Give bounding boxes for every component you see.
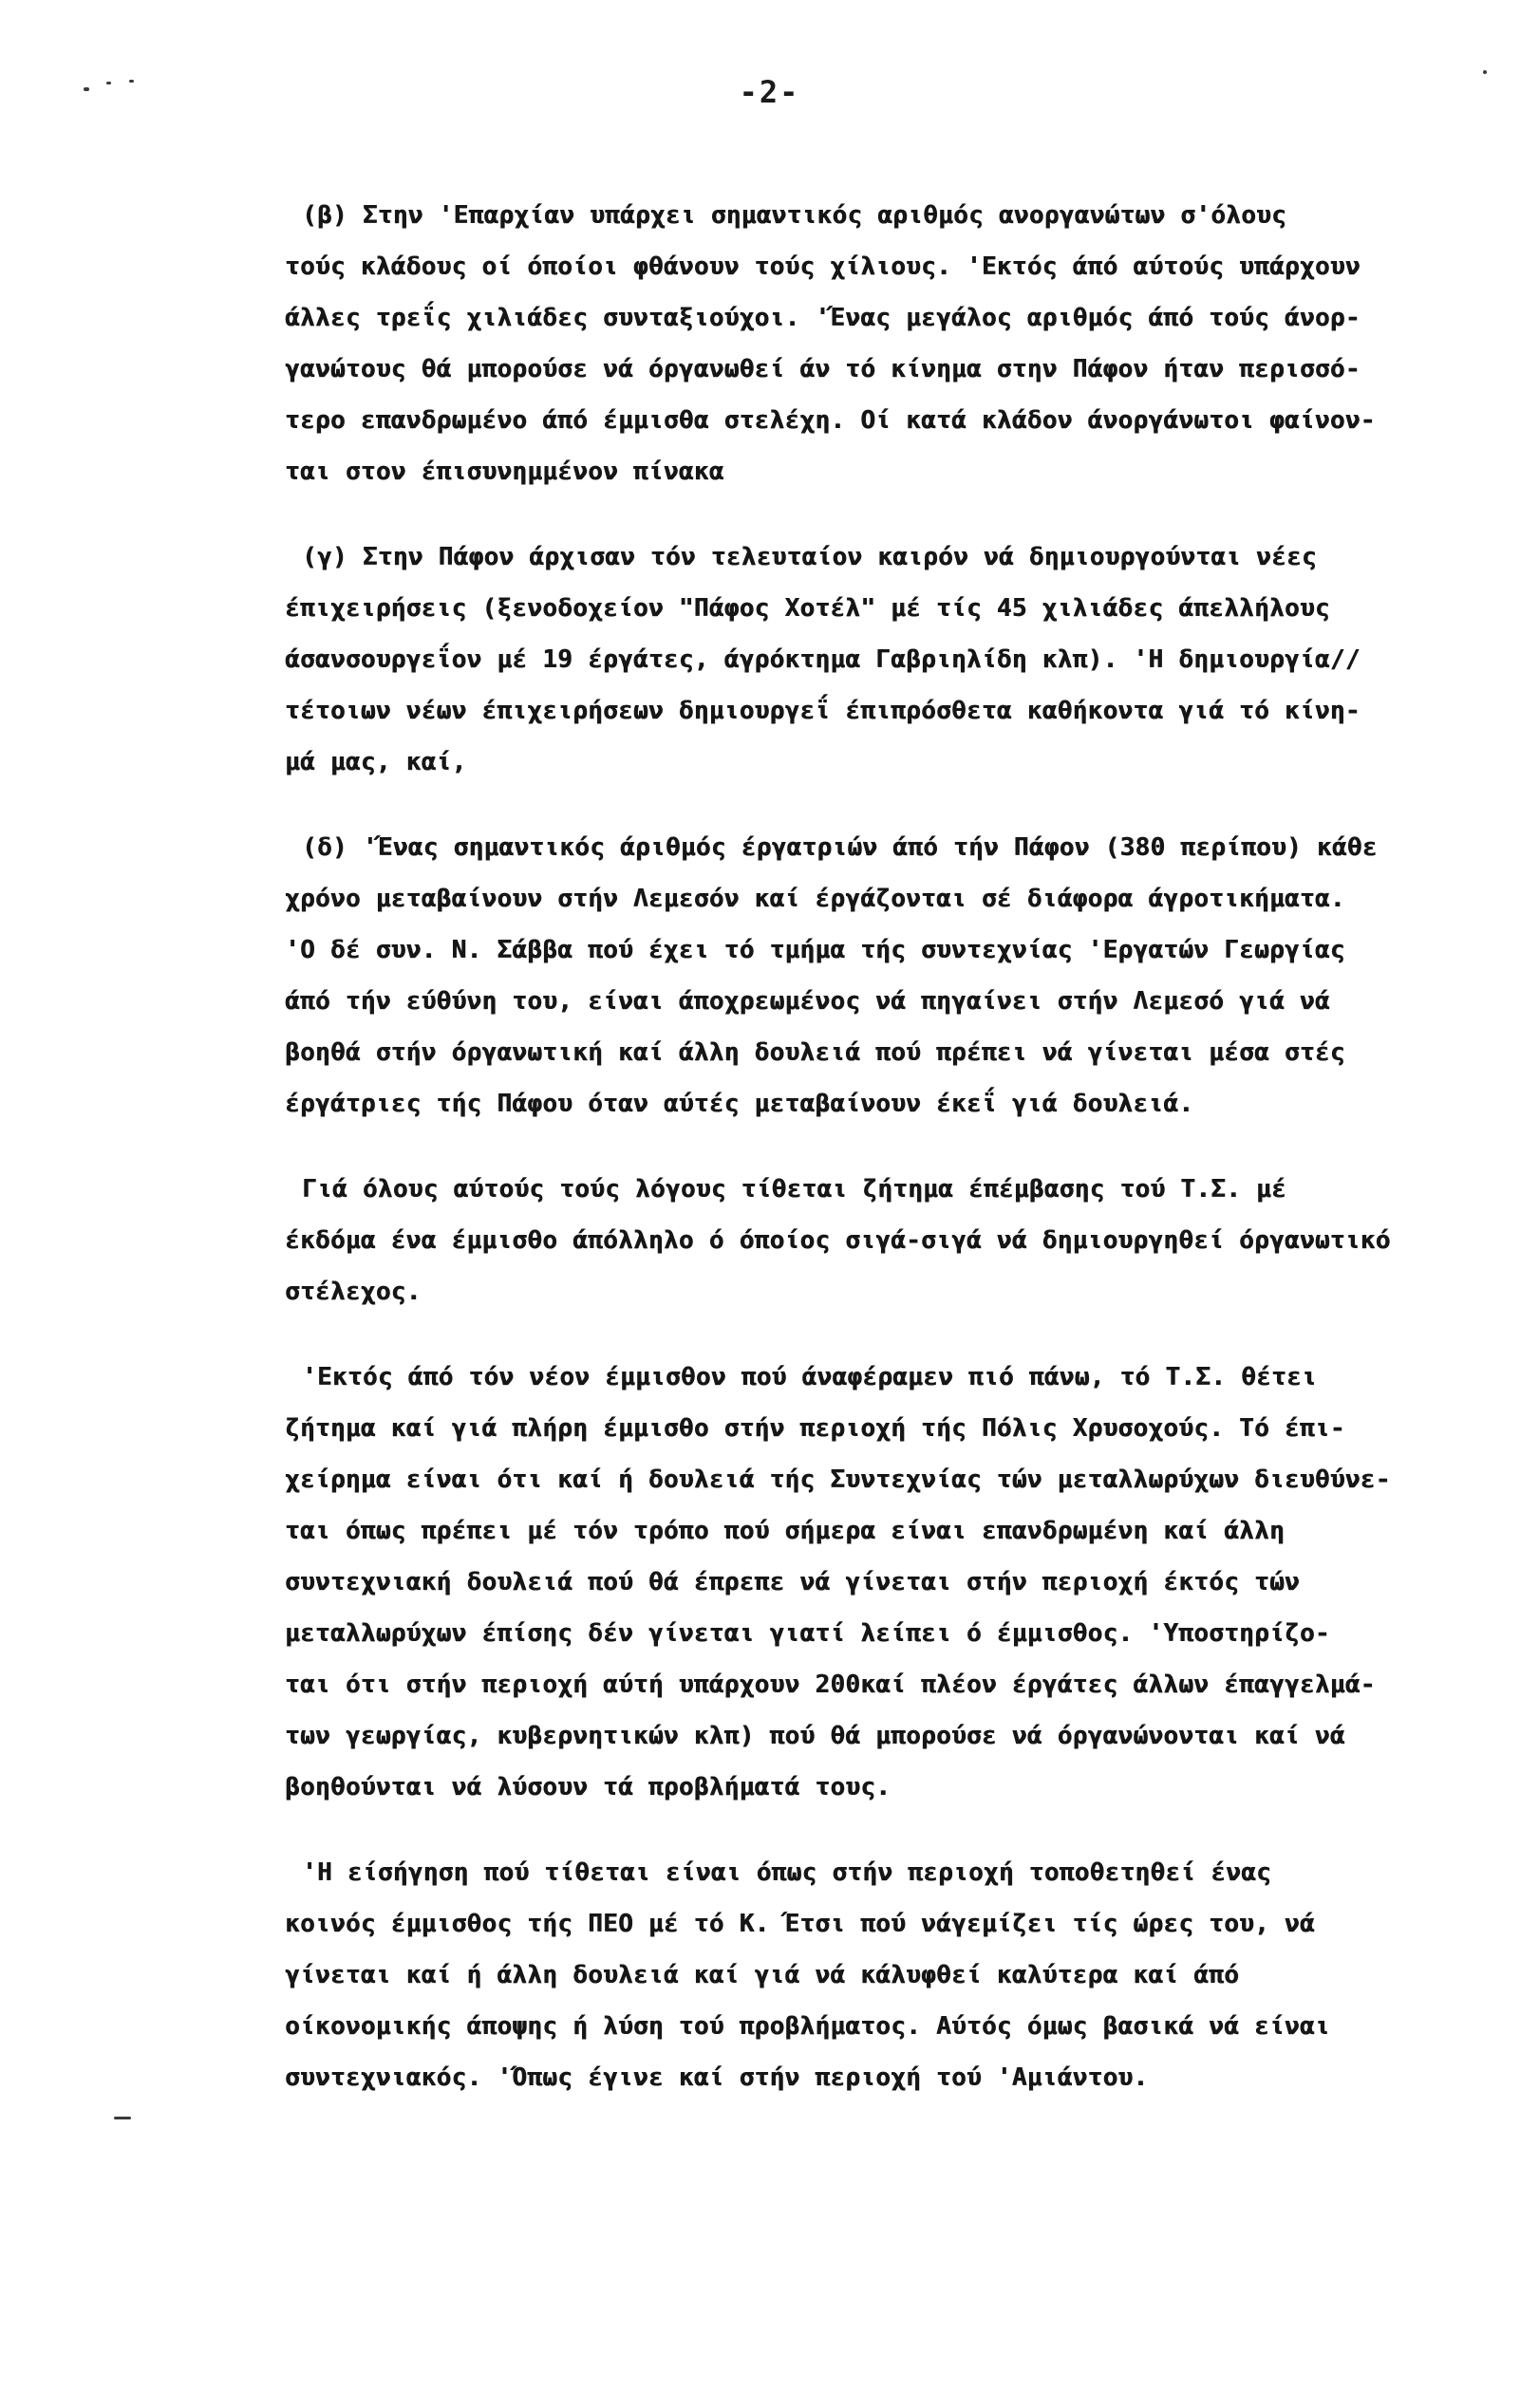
paragraph-polis <box>285 1352 1462 1813</box>
text-line: κοινός έμμισθος τής ΠΕΟ μέ τό Κ. Έτσι πού νάγεμίζει τίς ώρες του, νά <box>285 1910 1315 1938</box>
page-number: -2- <box>739 74 800 110</box>
text-line: τέτοιων νέων έπιχειρήσεων δημιουργεΐ έπιπρόσθετα καθήκοντα γιά τό κίνη- <box>285 697 1361 725</box>
text-line: χρόνο μεταβαίνουν στήν Λεμεσόν καί έργάζονται σέ διάφορα άγροτικήματα. <box>285 885 1345 913</box>
text-line: 'Εκτός άπό τόν νέον έμμισθον πού άναφέραμεν πιό πάνω, τό Τ.Σ. θέτει <box>302 1363 1317 1391</box>
text-line: (δ) 'Ένας σημαντικός άριθμός έργατριών άπό τήν Πάφον (380 περίπου) κάθε <box>302 833 1378 862</box>
text-line: οίκονομικής άποψης ή λύση τού προβλήματος. Αύτός όμως βασικά νά είναι <box>285 2012 1330 2041</box>
text-line: (β) Στην 'Επαρχίαν υπάρχει σημαντικός αριθμός ανοργανώτων σ'όλους <box>302 201 1286 230</box>
text-line: ται ότι στήν περιοχή αύτή υπάρχουν 200καί πλέον έργάτες άλλων έπαγγελμά- <box>285 1671 1376 1699</box>
text-line: τούς κλάδους οί όποίοι φθάνουν τούς χίλιους. 'Εκτός άπό αύτούς υπάρχουν <box>285 252 1361 281</box>
body-text <box>285 190 1462 2137</box>
text-line: γίνεται καί ή άλλη δουλειά καί γιά νά κάλυφθεί καλύτερα καί άπό <box>285 1961 1240 1989</box>
text-line: συντεχνιακός. 'Όπως έγινε καί στήν περιοχή τού 'Αμιάντου. <box>285 2063 1149 2092</box>
text-line: (γ) Στην Πάφον άρχισαν τόν τελευταίον καιρόν νά δημιουργούνται νέες <box>302 543 1317 571</box>
text-line: 'Ο δέ συν. Ν. Σάββα πού έχει τό τμήμα τής συντεχνίας 'Εργατών Γεωργίας <box>285 936 1345 964</box>
text-line: ζήτημα καί γιά πλήρη έμμισθο στήν περιοχή τής Πόλις Χρυσοχούς. Τό έπι- <box>285 1414 1345 1443</box>
text-line: των γεωργίας, κυβερνητικών κλπ) πού θά μπορούσε νά όργανώνονται καί νά <box>285 1722 1345 1750</box>
paragraph-reasons <box>285 1164 1462 1317</box>
scan-speck <box>114 2117 131 2119</box>
text-line: άσανσουργεΐον μέ 19 έργάτες, άγρόκτημα Γαβριηλίδη κλπ). 'Η δημιουργία// <box>285 645 1361 674</box>
paragraph-c <box>285 532 1462 788</box>
text-line: στέλεχος. <box>285 1278 422 1306</box>
text-line: Γιά όλους αύτούς τούς λόγους τίθεται ζήτημα έπέμβασης τού Τ.Σ. μέ <box>302 1175 1286 1204</box>
text-line: έπιχειρήσεις (ξενοδοχείον "Πάφος Χοτέλ" μέ τίς 45 χιλιάδες άπελλήλους <box>285 594 1330 623</box>
text-line: μεταλλωρύχων έπίσης δέν γίνεται γιατί λείπει ό έμμισθος. 'Υποστηρίζο- <box>285 1619 1330 1648</box>
text-line: χείρημα είναι ότι καί ή δουλειά τής Συντεχνίας τών μεταλλωρύχων διευθύνε- <box>285 1465 1391 1494</box>
text-line: βοηθούνται νά λύσουν τά προβλήματά τους. <box>285 1773 891 1801</box>
text-line: μά μας, καί, <box>285 748 467 776</box>
paragraph-b <box>285 190 1462 497</box>
text-line: βοηθά στήν όργανωτική καί άλλη δουλειά πού πρέπει νά γίνεται μέσα στές <box>285 1038 1345 1067</box>
paragraph-d <box>285 822 1462 1129</box>
text-line: ται στον έπισυνημμένον πίνακα <box>285 457 724 486</box>
text-line: άπό τήν εύθύνη του, είναι άποχρεωμένος νά πηγαίνει στήν Λεμεσό γιά νά <box>285 987 1330 1016</box>
text-line: συντεχνιακή δουλειά πού θά έπρεπε νά γίνεται στήν περιοχή έκτός τών <box>285 1568 1300 1596</box>
text-line: έργάτριες τής Πάφου όταν αύτές μεταβαίνουν έκεΐ γιά δουλειά. <box>285 1090 1194 1118</box>
paragraph-proposal <box>285 1847 1462 2103</box>
text-line: άλλες τρεΐς χιλιάδες συνταξιούχοι. 'Ένας μεγάλος αριθμός άπό τούς άνορ- <box>285 304 1361 332</box>
text-line: 'Η είσήγηση πού τίθεται είναι όπως στήν περιοχή τοποθετηθεί ένας <box>302 1858 1272 1887</box>
text-line: ται όπως πρέπει μέ τόν τρόπο πού σήμερα είναι επανδρωμένη καί άλλη <box>285 1517 1285 1545</box>
text-line: γανώτους θά μπορούσε νά όργανωθεί άν τό κίνημα στην Πάφον ήταν περισσό- <box>285 355 1361 383</box>
text-line: έκδόμα ένα έμμισθο άπόλληλο ό όποίος σιγά-σιγά νά δημιουργηθεί όργανωτικό <box>285 1226 1391 1255</box>
text-line: τερο επανδρωμένο άπό έμμισθα στελέχη. Οί κατά κλάδον άνοργάνωτοι φαίνον- <box>285 406 1376 435</box>
